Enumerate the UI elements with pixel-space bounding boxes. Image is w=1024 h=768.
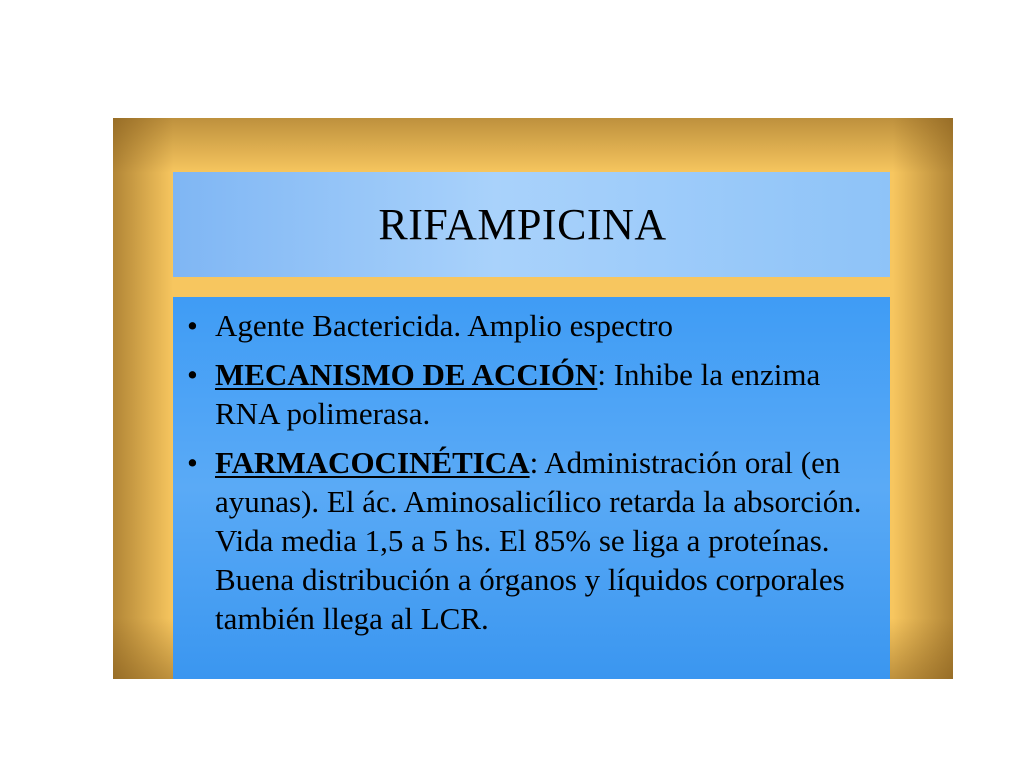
title-box — [173, 172, 890, 277]
content-box — [173, 297, 890, 679]
bullet-marker: • — [187, 445, 198, 480]
bullet-marker: • — [187, 308, 198, 343]
bullet-item — [187, 443, 877, 638]
bullet-item — [187, 306, 877, 345]
bullet-text: : Administración oral (en ayunas). El ác. Aminosalicílico retarda la absorción. Vida media 1,5 a 5 hs. El 85% se liga a proteínas. Buena distribución a órganos y líquidos corporales también llega al LCR. — [215, 445, 862, 636]
slide-title: RIFAMPICINA — [378, 200, 667, 249]
bullet-term: FARMACOCINÉTICA — [215, 445, 530, 480]
bullet-list — [187, 306, 877, 648]
bullet-term: MECANISMO DE ACCIÓN — [215, 357, 598, 392]
bullet-item — [187, 355, 877, 433]
bullet-text: : Inhibe la enzima RNA polimerasa. — [215, 357, 821, 431]
bullet-marker: • — [187, 357, 198, 392]
bullet-text: Agente Bactericida. Amplio espectro — [215, 308, 673, 343]
slide-frame — [113, 118, 953, 679]
